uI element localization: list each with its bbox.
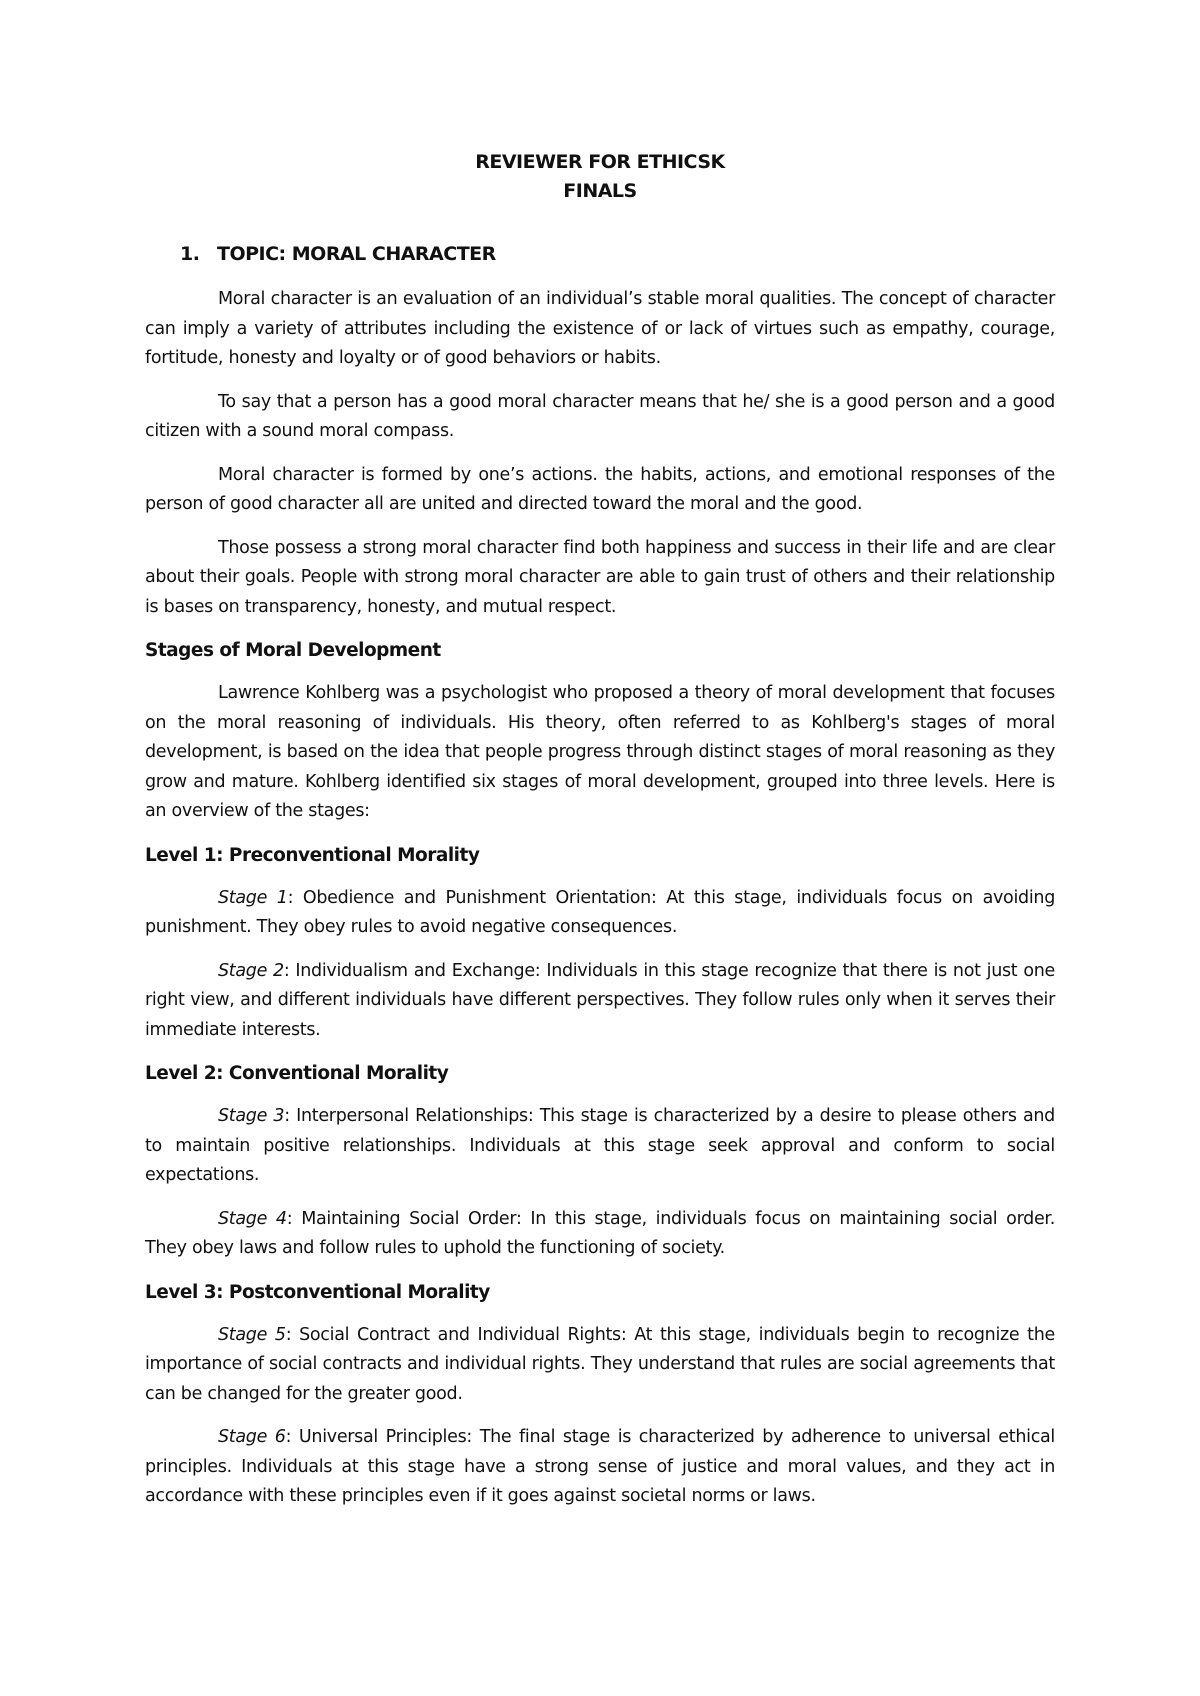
stage-label: Stage 6 (218, 1427, 286, 1447)
stage-text: : Interpersonal Relationships: This stage is characterized by a desire to please others and to maintain positive relationships. Individuals at this stage seek approval and conform to social expectations. (145, 1106, 1055, 1185)
body-paragraph: Those possess a strong moral character find both happiness and success in their life and are clear about their goals. People with strong moral character are able to gain trust of others and their relationship is bases on transparency, honesty, and mutual respect. (145, 537, 1055, 617)
stage-text: : Social Contract and Individual Rights: At this stage, individuals begin to recognize the importance of social contracts and individual rights. They understand that rules are social agreements that can be changed for the greater good. (145, 1324, 1055, 1404)
topic-heading (145, 240, 1055, 269)
document-header (145, 148, 1055, 206)
stage-paragraph (145, 957, 1055, 1046)
stage-paragraph (145, 1205, 1055, 1264)
document-title: REVIEWER FOR ETHICSK (475, 151, 725, 173)
stage-paragraph (145, 1102, 1055, 1191)
document-subtitle: FINALS (563, 180, 637, 202)
stage-label: Stage 2 (218, 960, 284, 981)
level-heading: Level 3: Postconventional Morality (145, 1281, 490, 1303)
topic-number: 1. (180, 243, 200, 265)
stage-paragraph (145, 1423, 1055, 1512)
stage-label: Stage 3 (218, 1106, 285, 1126)
level-heading: Level 2: Conventional Morality (145, 1063, 449, 1084)
section-heading: Stages of Moral Development (145, 640, 441, 661)
body-paragraph: Moral character is formed by one’s actions. the habits, actions, and emotional responses of the person of good character all are united and directed toward the moral and the good. (145, 464, 1055, 514)
body-paragraph: Moral character is an evaluation of an individual’s stable moral qualities. The concept of character can imply a variety of attributes including the existence of or lack of virtues such as empathy, courage, fortitude, honesty and loyalty or of good behaviors or habits. (145, 289, 1055, 368)
document-content (145, 148, 1055, 1512)
stage-label: Stage 1 (218, 887, 288, 908)
level-heading: Level 1: Preconventional Morality (145, 844, 480, 866)
stage-label: Stage 4 (218, 1208, 287, 1229)
stage-text: : Maintaining Social Order: In this stage, individuals focus on maintaining social order. They obey laws and follow rules to uphold the functioning of society. (145, 1208, 1055, 1258)
topic-title: TOPIC: MORAL CHARACTER (217, 243, 496, 265)
stage-paragraph (145, 1321, 1055, 1410)
stage-label: Stage 5 (218, 1324, 286, 1345)
stage-text: : Obedience and Punishment Orientation: At this stage, individuals focus on avoiding punishment. They obey rules to avoid negative consequences. (145, 887, 1056, 937)
body-paragraph: Lawrence Kohlberg was a psychologist who proposed a theory of moral development that focuses on the moral reasoning of individuals. His theory, often referred to as Kohlberg's stages of moral development, is based on the idea that people progress through distinct stages of moral reasoning as they grow and mature. Kohlberg identified six stages of moral development, grouped into three levels. Here is an overview of the stages: (145, 683, 1055, 821)
body-paragraph: To say that a person has a good moral character means that he/ she is a good person and a good citizen with a sound moral compass. (145, 391, 1055, 441)
stage-text: : Universal Principles: The final stage is characterized by adherence to universal ethical principles. Individuals at this stage have a strong sense of justice and moral values, and they act in accordance with these principles even if it goes against societal norms or laws. (145, 1427, 1055, 1506)
stage-text: : Individualism and Exchange: Individuals in this stage recognize that there is not just one right view, and different individuals have different perspectives. They follow rules only when it serves their immediate interests. (145, 960, 1055, 1040)
stage-paragraph (145, 884, 1055, 943)
